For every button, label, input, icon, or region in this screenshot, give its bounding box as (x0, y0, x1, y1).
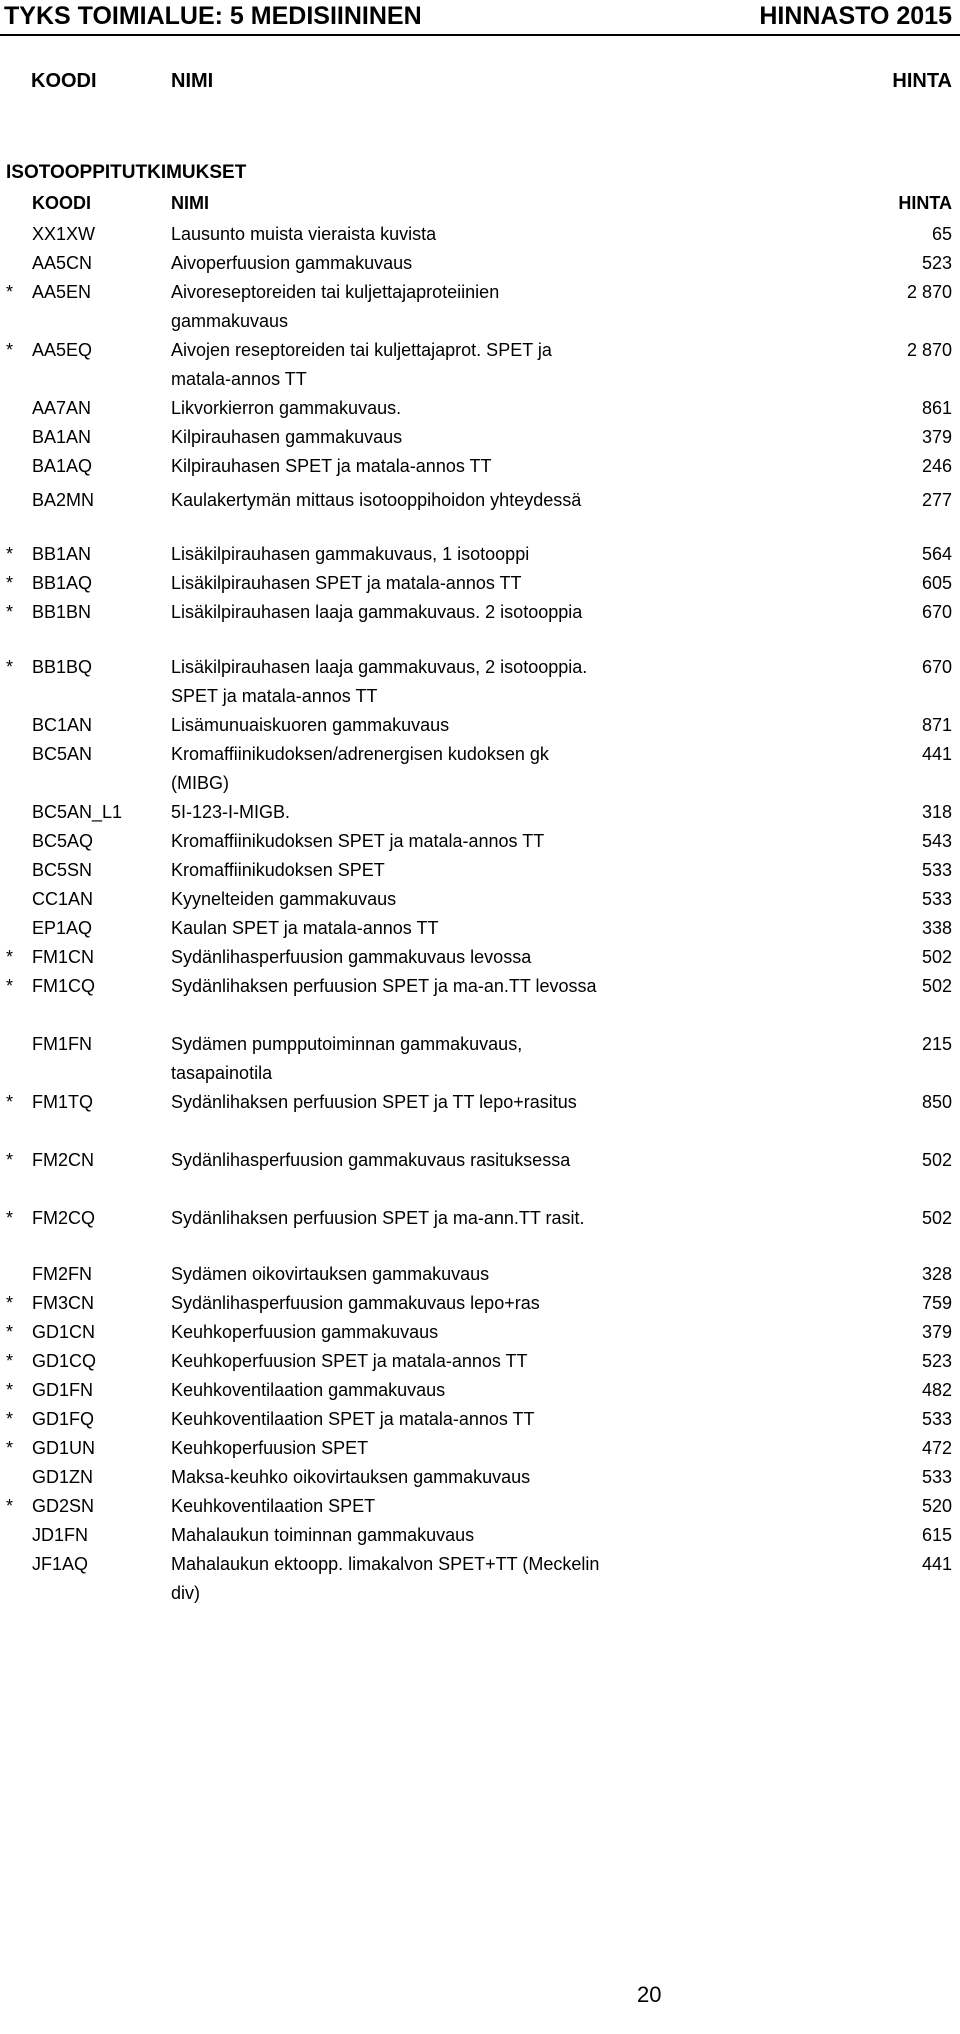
row-code: BC5AQ (32, 831, 94, 851)
row-name: Maksa-keuhko oikovirtauksen gammakuvaus (171, 1467, 531, 1487)
row-name: Lisäkilpirauhasen gammakuvaus, 1 isotooppi (171, 544, 530, 564)
row-name: Lausunto muista vieraista kuvista (171, 224, 437, 244)
table-row (0, 858, 960, 882)
row-price: 277 (921, 490, 952, 510)
row-name: Kaulakertymän mittaus isotooppihoidon yhteydessä (171, 490, 582, 510)
row-price: 441 (921, 744, 952, 764)
row-name: Kromaffiinikudoksen/adrenergisen kudoksen gk (171, 744, 549, 764)
row-price: 861 (921, 398, 952, 418)
row-name: Mahalaukun ektoopp. limakalvon SPET+TT (Meckelin (171, 1554, 600, 1574)
row-name: Sydämen oikovirtauksen gammakuvaus (171, 1264, 490, 1284)
table-row (0, 974, 960, 998)
row-code: GD1CQ (32, 1351, 97, 1371)
row-code: BA2MN (32, 490, 95, 510)
table-row (0, 945, 960, 969)
row-name: Aivoperfuusion gammakuvaus (171, 253, 413, 273)
row-marker: * (6, 1150, 14, 1170)
row-name: Keuhkoventilaation SPET (171, 1496, 376, 1516)
row-name-continued: gammakuvaus (171, 311, 289, 331)
row-name-continued: SPET ja matala-annos TT (171, 686, 378, 706)
table-row (0, 713, 960, 737)
row-price: 759 (921, 1293, 952, 1313)
page-number: 20 (637, 1982, 662, 2007)
row-name: Sydänlihaksen perfuusion SPET ja ma-ann.TT rasit. (171, 1208, 585, 1228)
row-price: 523 (921, 253, 952, 273)
row-name: Keuhkoventilaation SPET ja matala-annos TT (171, 1409, 535, 1429)
document-header (0, 0, 960, 36)
row-name: Sydämen pumpputoiminnan gammakuvaus, (171, 1034, 523, 1054)
table-row (0, 280, 960, 331)
table-row (0, 1349, 960, 1373)
row-marker: * (6, 1380, 14, 1400)
row-name: Lisäkilpirauhasen SPET ja matala-annos TT (171, 573, 522, 593)
row-code: BC5AN (32, 744, 93, 764)
table-row (0, 1465, 960, 1489)
table-row (0, 1552, 960, 1603)
row-name: Sydänlihaksen perfuusion SPET ja ma-an.TT levossa (171, 976, 597, 996)
row-price: 670 (921, 602, 952, 622)
row-marker: * (6, 1208, 14, 1228)
row-marker: * (6, 340, 14, 360)
row-marker: * (6, 947, 14, 967)
row-code: AA7AN (32, 398, 92, 418)
row-marker: * (6, 544, 14, 564)
row-name: Kyynelteiden gammakuvaus (171, 889, 397, 909)
row-code: BA1AQ (32, 456, 93, 476)
row-name: Lisämunuaiskuoren gammakuvaus (171, 715, 450, 735)
row-name: Sydänlihasperfuusion gammakuvaus lepo+ras (171, 1293, 540, 1313)
row-code: GD1ZN (32, 1467, 94, 1487)
row-price: 871 (921, 715, 952, 735)
table-row (0, 222, 960, 246)
row-name: Mahalaukun toiminnan gammakuvaus (171, 1525, 475, 1545)
table-row (0, 742, 960, 793)
row-code: FM1CQ (32, 976, 95, 996)
row-price: 605 (921, 573, 952, 593)
row-price: 615 (921, 1525, 952, 1545)
row-price: 215 (921, 1034, 952, 1054)
row-code: FM1TQ (32, 1092, 93, 1112)
row-code: BC5AN_L1 (32, 802, 123, 822)
row-marker: * (6, 602, 14, 622)
row-price: 502 (921, 976, 952, 996)
row-price: 441 (921, 1554, 952, 1574)
row-name: Likvorkierron gammakuvaus. (171, 398, 402, 418)
row-name-continued: (MIBG) (171, 773, 229, 793)
row-code: AA5EQ (32, 340, 93, 360)
row-price: 502 (921, 1208, 952, 1228)
row-code: GD1CN (32, 1322, 96, 1342)
row-name-continued: div) (171, 1583, 201, 1603)
row-price: 2 870 (906, 340, 952, 360)
row-name: Keuhkoventilaation gammakuvaus (171, 1380, 446, 1400)
row-code: BA1AN (32, 427, 92, 447)
row-marker: * (6, 282, 14, 302)
row-price: 472 (921, 1438, 952, 1458)
table-row (0, 916, 960, 940)
table-row (0, 425, 960, 449)
row-price: 318 (921, 802, 952, 822)
table-row (0, 655, 960, 706)
row-code: BB1BQ (32, 657, 93, 677)
row-marker: * (6, 1092, 14, 1112)
row-price: 533 (921, 1409, 952, 1429)
row-name: Aivojen reseptoreiden tai kuljettajaprot. SPET ja (171, 340, 552, 360)
row-code: FM2CN (32, 1150, 94, 1170)
row-price: 533 (921, 1467, 952, 1487)
row-name-continued: matala-annos TT (171, 369, 307, 389)
row-marker: * (6, 1496, 14, 1516)
row-code: BB1BN (32, 602, 92, 622)
section-header-name: NIMI (171, 193, 209, 213)
row-price: 502 (921, 947, 952, 967)
table-row (0, 571, 960, 595)
row-marker: * (6, 976, 14, 996)
row-price: 379 (921, 1322, 952, 1342)
table-row (0, 396, 960, 420)
row-price: 502 (921, 1150, 952, 1170)
table-row (0, 1494, 960, 1518)
row-name: Kromaffiinikudoksen SPET ja matala-annos TT (171, 831, 545, 851)
table-row (0, 1523, 960, 1547)
row-name: Lisäkilpirauhasen laaja gammakuvaus, 2 isotooppia. (171, 657, 588, 677)
row-code: AA5CN (32, 253, 93, 273)
row-code: CC1AN (32, 889, 94, 909)
row-marker: * (6, 1409, 14, 1429)
row-name: Aivoreseptoreiden tai kuljettajaproteiinien (171, 282, 500, 302)
table-row (0, 454, 960, 478)
table-row (0, 1148, 960, 1172)
table-row (0, 600, 960, 624)
table-row (0, 488, 960, 512)
table-row (0, 1407, 960, 1431)
row-price: 523 (921, 1351, 952, 1371)
row-price: 543 (921, 831, 952, 851)
row-code: BB1AQ (32, 573, 93, 593)
row-code: EP1AQ (32, 918, 93, 938)
table-row (0, 1436, 960, 1460)
row-marker: * (6, 1351, 14, 1371)
row-price: 520 (921, 1496, 952, 1516)
table-row (0, 338, 960, 389)
table-row (0, 1291, 960, 1315)
section-header-code: KOODI (32, 193, 92, 213)
row-code: GD1FQ (32, 1409, 95, 1429)
row-code: GD2SN (32, 1496, 95, 1516)
row-price: 2 870 (906, 282, 952, 302)
row-price: 379 (921, 427, 952, 447)
row-code: BC1AN (32, 715, 93, 735)
row-name: Keuhkoperfuusion SPET ja matala-annos TT (171, 1351, 528, 1371)
row-price: 338 (921, 918, 952, 938)
table-row (0, 1032, 960, 1083)
row-code: AA5EN (32, 282, 92, 302)
row-price: 670 (921, 657, 952, 677)
row-code: FM2FN (32, 1264, 92, 1284)
row-name: Kilpirauhasen gammakuvaus (171, 427, 403, 447)
section-title: ISOTOOPPITUTKIMUKSET (6, 162, 247, 183)
row-name: Sydänlihaksen perfuusion SPET ja TT lepo+rasitus (171, 1092, 577, 1112)
price-list-title: HINNASTO 2015 (759, 2, 952, 30)
section-header-price: HINTA (898, 193, 952, 213)
row-code: GD1FN (32, 1380, 94, 1400)
row-price: 328 (921, 1264, 952, 1284)
column-header-code: KOODI (31, 70, 97, 92)
table-row (0, 1262, 960, 1286)
row-code: FM3CN (32, 1293, 94, 1313)
table-row (0, 542, 960, 566)
row-price: 482 (921, 1380, 952, 1400)
row-code: GD1UN (32, 1438, 96, 1458)
row-marker: * (6, 573, 14, 593)
row-price: 246 (921, 456, 952, 476)
row-code: BB1AN (32, 544, 92, 564)
table-row (0, 251, 960, 275)
row-name: Kilpirauhasen SPET ja matala-annos TT (171, 456, 492, 476)
row-name: Sydänlihasperfuusion gammakuvaus levossa (171, 947, 532, 967)
column-header-price: HINTA (892, 70, 952, 92)
row-marker: * (6, 657, 14, 677)
row-price: 533 (921, 860, 952, 880)
row-marker: * (6, 1322, 14, 1342)
row-marker: * (6, 1438, 14, 1458)
table-row (0, 887, 960, 911)
row-code: JD1FN (32, 1525, 89, 1545)
row-price: 564 (921, 544, 952, 564)
column-header-name: NIMI (171, 70, 214, 92)
row-code: FM1CN (32, 947, 94, 967)
row-marker: * (6, 1293, 14, 1313)
row-name: Lisäkilpirauhasen laaja gammakuvaus. 2 isotooppia (171, 602, 583, 622)
table-row (0, 1090, 960, 1114)
row-name: 5I-123-I-MIGB. (171, 802, 291, 822)
row-code: XX1XW (32, 224, 96, 244)
row-name: Keuhkoperfuusion SPET (171, 1438, 369, 1458)
department-title: TYKS TOIMIALUE: 5 MEDISIININEN (4, 2, 422, 30)
row-price: 850 (921, 1092, 952, 1112)
row-code: FM2CQ (32, 1208, 95, 1228)
row-code: BC5SN (32, 860, 93, 880)
row-name: Sydänlihasperfuusion gammakuvaus rasituksessa (171, 1150, 571, 1170)
table-row (0, 829, 960, 853)
row-name: Kaulan SPET ja matala-annos TT (171, 918, 439, 938)
table-row (0, 1378, 960, 1402)
row-name: Keuhkoperfuusion gammakuvaus (171, 1322, 439, 1342)
row-name-continued: tasapainotila (171, 1063, 273, 1083)
table-row (0, 1320, 960, 1344)
row-code: JF1AQ (32, 1554, 89, 1574)
row-price: 65 (931, 224, 952, 244)
row-price: 533 (921, 889, 952, 909)
table-row (0, 800, 960, 824)
row-name: Kromaffiinikudoksen SPET (171, 860, 385, 880)
table-row (0, 1206, 960, 1230)
row-code: FM1FN (32, 1034, 92, 1054)
